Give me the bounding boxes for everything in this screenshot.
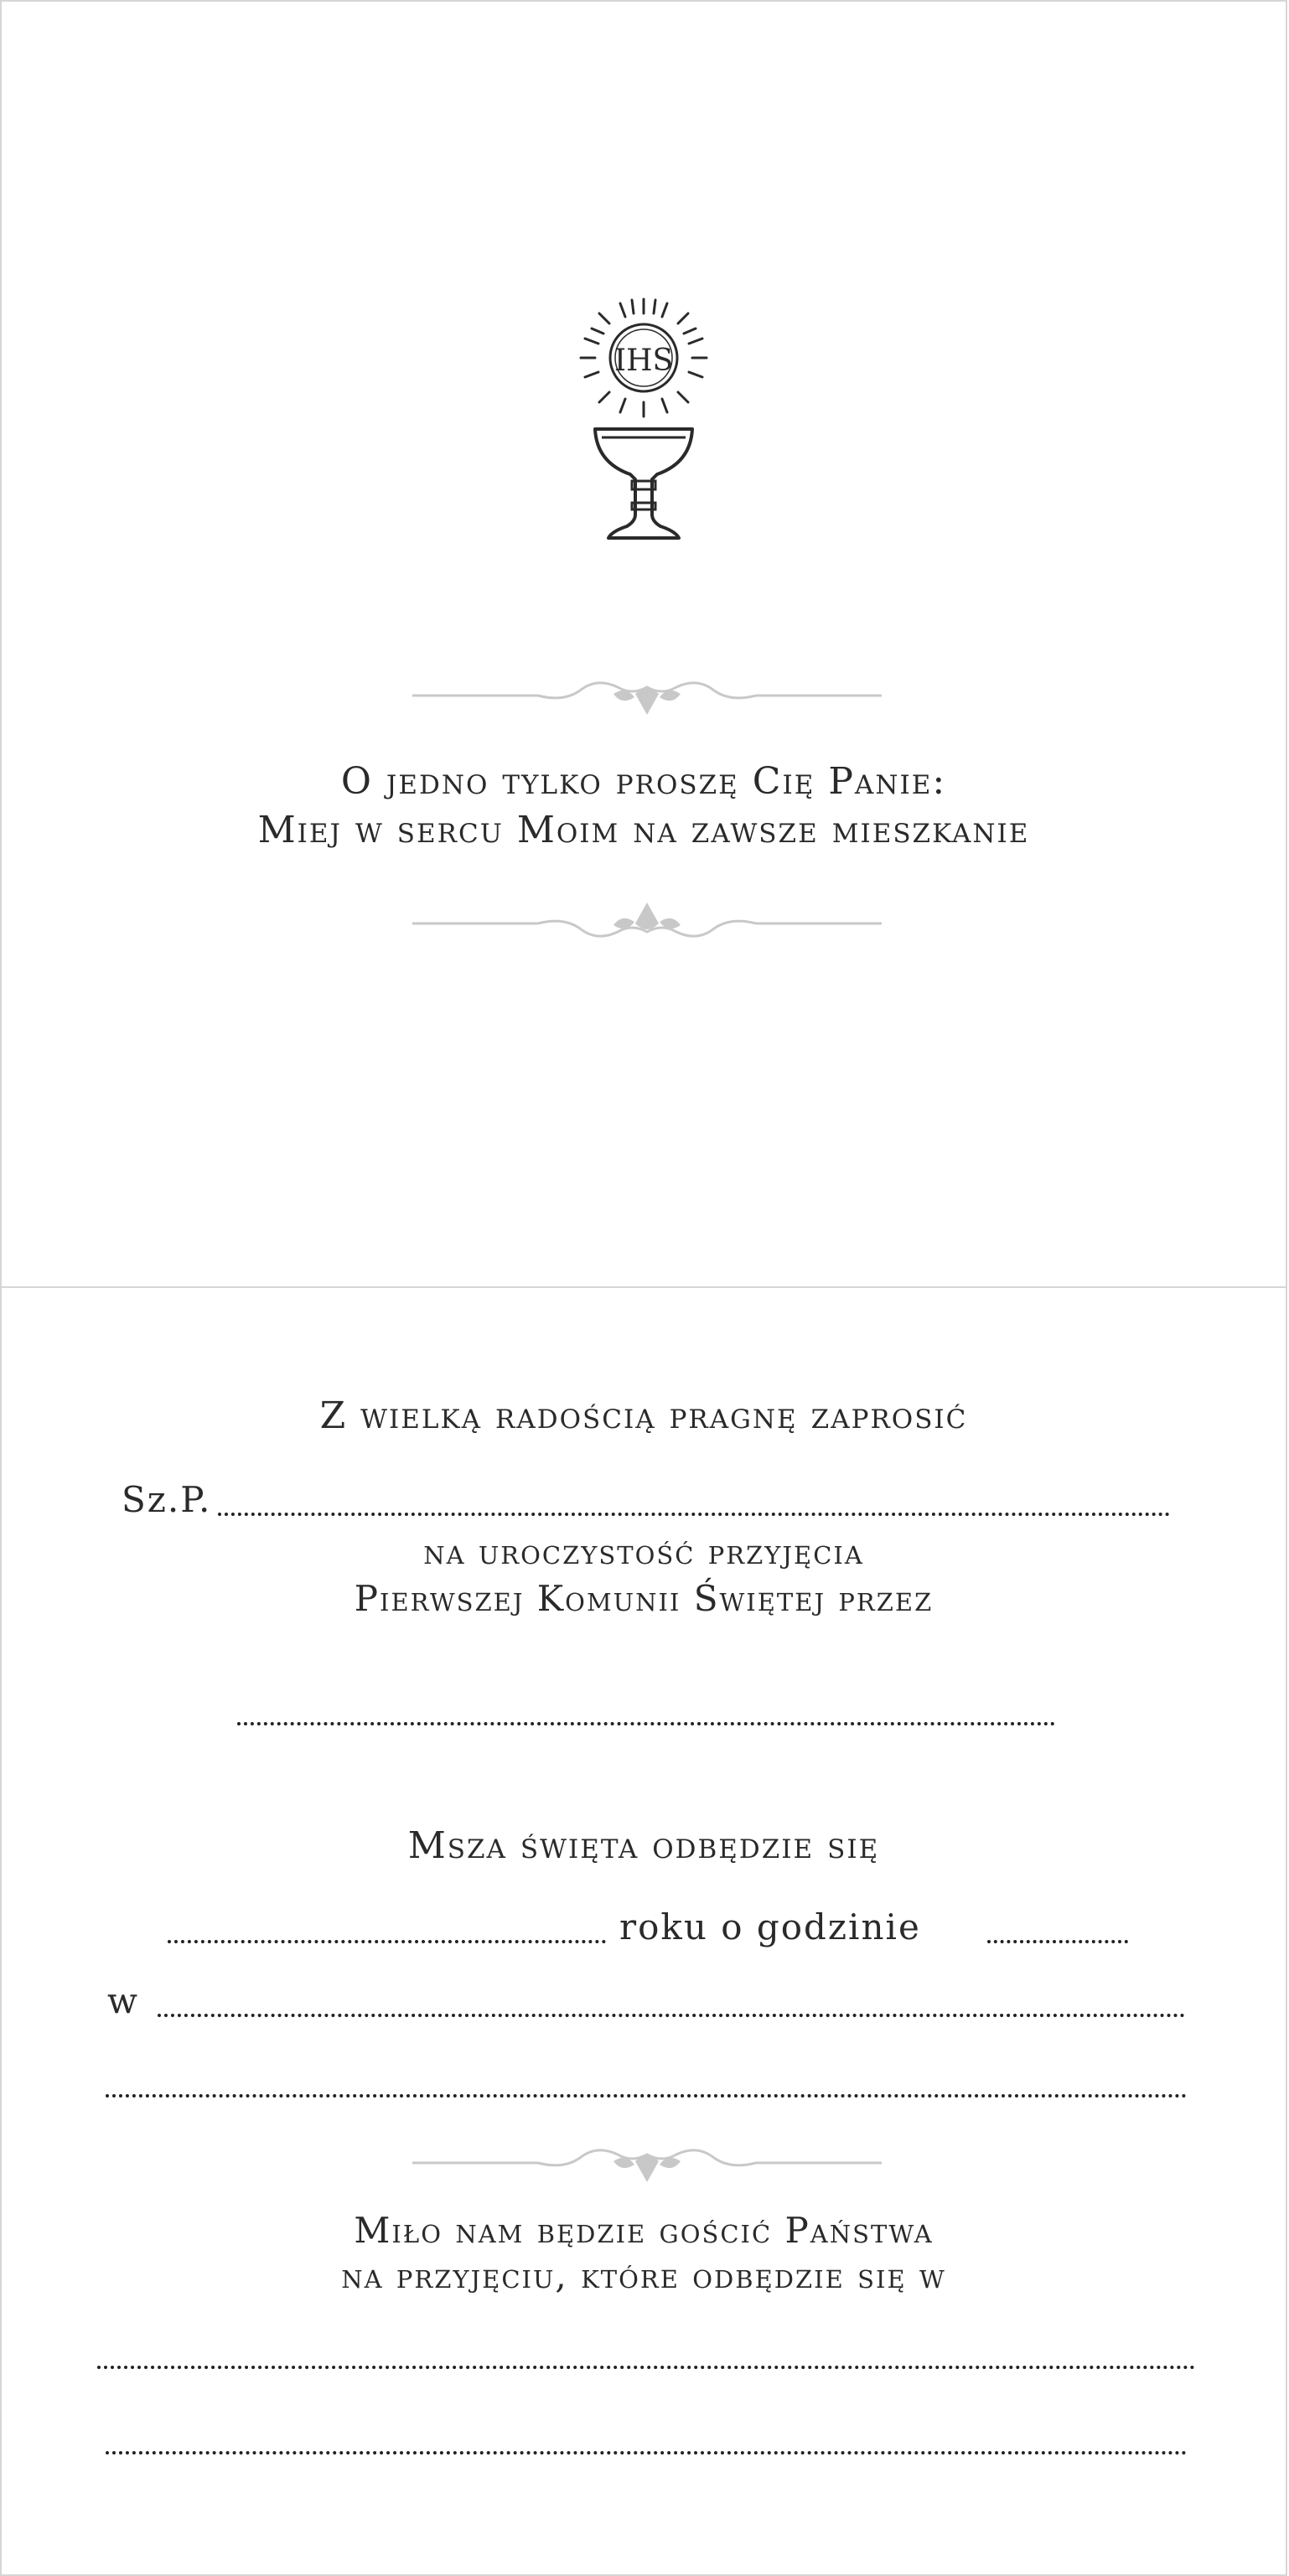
mass-year-label: roku o godzinie (619, 1906, 921, 1948)
mass-time-field[interactable] (987, 1940, 1128, 1943)
ornament-divider-inside (412, 2136, 882, 2186)
verse-line-1: O jedno tylko proszę Cię Panie: (340, 760, 947, 803)
intro-text: Z wielką radością pragnę zaprosić (319, 1394, 968, 1437)
ornament-divider-bottom (412, 898, 882, 949)
reception-place-field[interactable] (97, 2366, 1195, 2369)
occasion-line-2: Pierwszej Komunii Świętej przez (354, 1578, 934, 1619)
mass-date-field[interactable] (168, 1940, 606, 1943)
mass-place-field[interactable] (158, 2014, 1185, 2017)
front-panel (0, 0, 1287, 1288)
child-name-field[interactable] (237, 1722, 1055, 1725)
chalice-host-icon (577, 295, 711, 546)
reception-line-1: Miło nam będzie gościć Państwa (354, 2210, 934, 2251)
mass-place-field-2[interactable] (106, 2094, 1187, 2098)
occasion-line-1: na uroczystość przyjęcia (423, 1531, 864, 1572)
inside-panel (0, 1286, 1287, 2576)
ihs-monogram: IHS (613, 344, 674, 378)
guest-name-field[interactable] (218, 1513, 1170, 1516)
verse-line-2: Miej w sercu Moim na zawsze mieszkanie (257, 809, 1030, 851)
ornament-divider-top (412, 669, 882, 719)
mass-heading: Msza święta odbędzie się (407, 1824, 880, 1867)
reception-place-field-2[interactable] (106, 2451, 1187, 2454)
guest-prefix: Sz.P. (122, 1479, 212, 1520)
reception-line-2: na przyjęciu, które odbędzie się w (341, 2255, 946, 2296)
place-prefix: w (107, 1980, 139, 2021)
